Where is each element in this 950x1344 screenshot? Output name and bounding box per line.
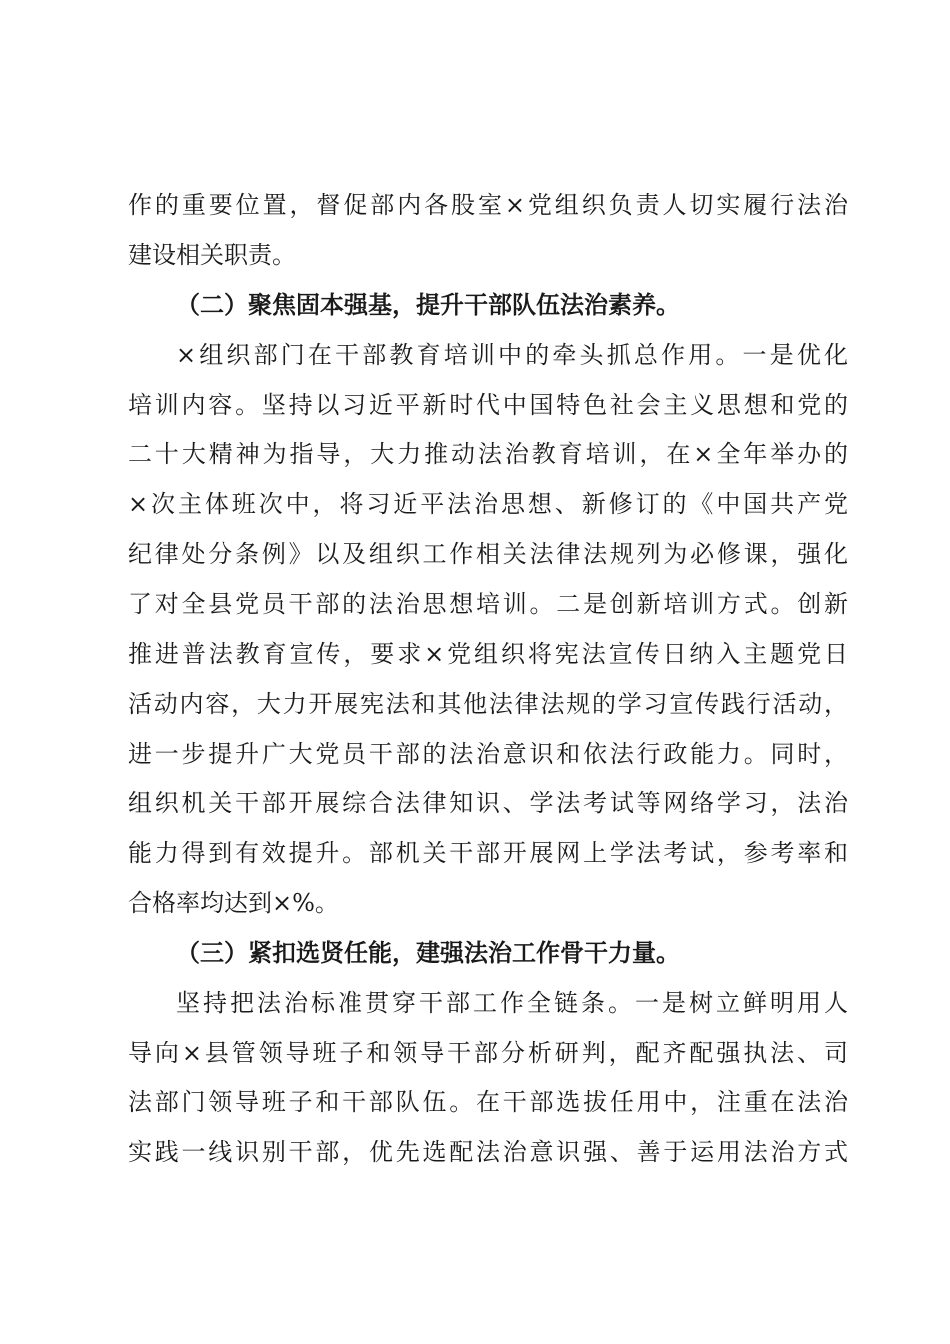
body-text-line: 合格率均达到×%。	[128, 889, 339, 917]
body-text-line: 导向×县管领导班子和领导干部分析研判，配齐配强执法、司	[128, 1039, 848, 1067]
body-text-line: 纪律处分条例》以及组织工作相关法律法规列为必修课，强化	[128, 540, 848, 568]
body-text-line: 培训内容。坚持以习近平新时代中国特色社会主义思想和党的	[128, 391, 848, 419]
body-text-line: 作的重要位置，督促部内各股室×党组织负责人切实履行法治	[128, 191, 848, 219]
body-text-line: 坚持把法治标准贯穿干部工作全链条。一是树立鲜明用人	[176, 989, 848, 1017]
body-text-line: 能力得到有效提升。部机关干部开展网上学法考试，参考率和	[128, 839, 848, 867]
body-text-line: 二十大精神为指导，大力推动法治教育培训，在×全年举办的	[128, 440, 848, 468]
body-text-line: 活动内容，大力开展宪法和其他法律法规的学习宣传践行活动，	[128, 690, 848, 718]
body-text-line: 建设相关职责。	[128, 241, 296, 269]
body-text-line: 组织机关干部开展综合法律知识、学法考试等网络学习，法治	[128, 789, 848, 817]
body-text-line: 进一步提升广大党员干部的法治意识和依法行政能力。同时，	[128, 740, 848, 768]
body-text-line: 推进普法教育宣传，要求×党组织将宪法宣传日纳入主题党日	[128, 640, 848, 668]
section-heading: （二）聚焦固本强基，提升干部队伍法治素养。	[176, 291, 680, 319]
body-text-line: ×次主体班次中，将习近平法治思想、新修订的《中国共产党	[128, 490, 848, 518]
body-text-line: ×组织部门在干部教育培训中的牵头抓总作用。一是优化	[176, 341, 848, 369]
body-text-line: 法部门领导班子和干部队伍。在干部选拔任用中，注重在法治	[128, 1088, 848, 1116]
body-text-line: 了对全县党员干部的法治思想培训。二是创新培训方式。创新	[128, 590, 848, 618]
section-heading: （三）紧扣选贤任能，建强法治工作骨干力量。	[176, 939, 680, 967]
body-text-line: 实践一线识别干部，优先选配法治意识强、善于运用法治方式	[128, 1138, 848, 1166]
